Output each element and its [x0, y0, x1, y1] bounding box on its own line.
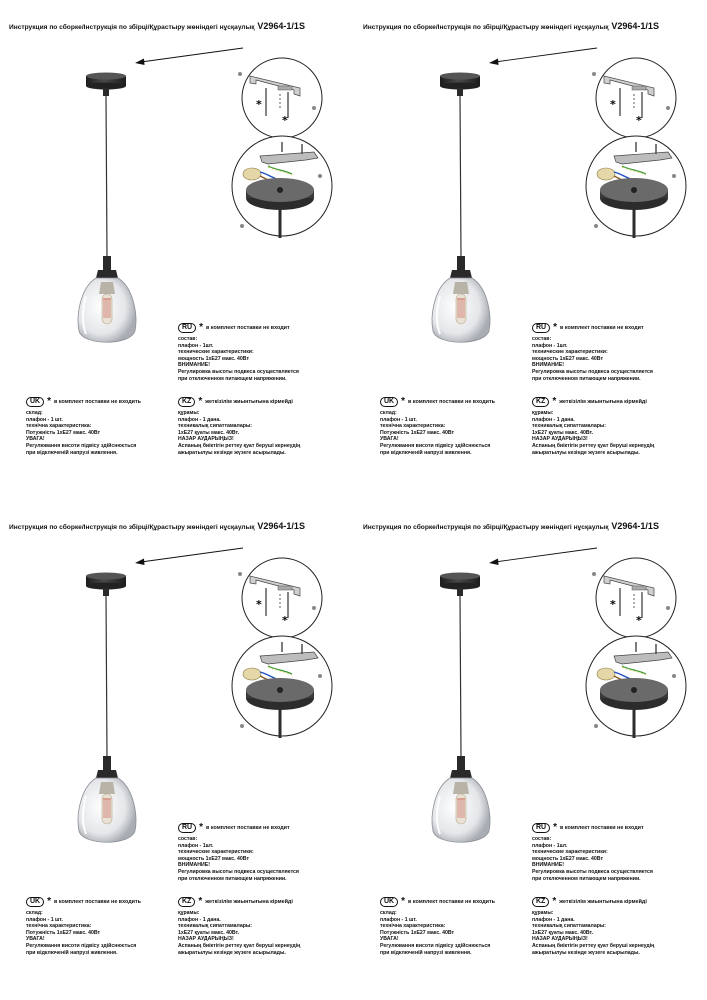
instructions-kz	[532, 397, 654, 456]
text-line: Регулировка высоты подвеса осуществляется	[178, 368, 299, 375]
instructions-uk	[380, 397, 495, 456]
ceiling-canopy	[86, 73, 126, 97]
not-included-note: в комплект поставки не входить	[408, 398, 495, 405]
lamp-socket	[450, 756, 472, 778]
bracket-circle	[238, 558, 322, 638]
text-line: состав:	[178, 836, 198, 842]
text-line: техникалық сипаттамалары:	[178, 923, 253, 930]
text-line: 1xE27 қуаты макс. 40Вт.	[532, 929, 594, 936]
ceiling-canopy	[440, 73, 480, 97]
mounting-detail-diagram	[222, 556, 342, 746]
text-line: при відключеній напрузі живлення.	[380, 949, 472, 956]
text-line: ВНИМАНИЕ!	[178, 862, 210, 869]
not-included-note: в комплект поставки не входит	[560, 324, 644, 331]
language-badge-uk: UK	[380, 397, 398, 407]
wiring-circle	[586, 136, 686, 238]
wiring-circle	[232, 136, 332, 238]
asterisk-mark-right: *	[636, 614, 642, 627]
pendant-lamp-illustration	[60, 56, 180, 356]
model-number: V2964-1/1S	[611, 21, 659, 31]
text-line: плафон - 1 дана.	[178, 916, 221, 923]
text-line: 1xE27 қуаты макс. 40Вт.	[532, 429, 594, 436]
text-line: мощность 1xE27 макс. 40Вт	[532, 355, 603, 362]
asterisk-mark-right: *	[636, 114, 642, 127]
text-line: при відключеній напрузі живлення.	[26, 949, 118, 956]
text-line: плафон - 1шт.	[178, 342, 214, 349]
text-line: құрамы:	[178, 910, 200, 916]
language-badge-kz: KZ	[178, 397, 195, 407]
text-line: при отключенном питающем напряжении.	[532, 875, 641, 882]
mounting-detail-diagram	[222, 56, 342, 246]
language-badge-kz: KZ	[532, 397, 549, 407]
text-line: Регулювання висоти підвісу здійснюється	[26, 942, 137, 949]
text-line: склад:	[26, 910, 43, 916]
text-line: при відключеній напрузі живлення.	[380, 449, 472, 456]
text-line: технические характеристики:	[178, 849, 254, 856]
text-line: НАЗАР АУДАРЫҢЫЗ!	[532, 936, 588, 943]
instructions-uk	[380, 897, 495, 956]
language-badge-uk: UK	[380, 897, 398, 907]
suspension-cable	[460, 596, 461, 756]
text-line: при отключенном питающем напряжении.	[532, 375, 641, 382]
asterisk-icon: *	[401, 396, 406, 407]
text-line: плафон - 1 дана.	[532, 916, 575, 923]
language-badge-kz: KZ	[532, 897, 549, 907]
text-line: Регулювання висоти підвісу здійснюється	[380, 942, 491, 949]
header-title: Инструкция по сборке/Інструкція по збірці/Құрастыру жөніндегі нұсқаулық	[363, 524, 609, 531]
text-line: плафон - 1шт.	[532, 842, 568, 849]
text-line: технічна характеристика:	[380, 923, 446, 930]
instruction-sheet-3	[0, 500, 353, 1000]
not-included-note: в комплект поставки не входить	[54, 898, 141, 905]
text-line: состав:	[178, 336, 198, 342]
text-line: құрамы:	[532, 910, 554, 916]
language-badge-uk: UK	[26, 897, 44, 907]
text-line: ажыратылуы кезінде жүзеге асырылады.	[532, 449, 640, 456]
text-line: ВНИМАНИЕ!	[532, 862, 564, 869]
instructions-uk	[26, 897, 141, 956]
instruction-header	[363, 521, 659, 531]
header-title: Инструкция по сборке/Інструкція по збірці/Құрастыру жөніндегі нұсқаулық	[9, 524, 255, 531]
suspension-cable	[460, 96, 461, 256]
text-line: плафон - 1 дана.	[532, 416, 575, 423]
text-line: ВНИМАНИЕ!	[178, 362, 210, 369]
header-title: Инструкция по сборке/Інструкція по збірці/Құрастыру жөніндегі нұсқаулық	[363, 24, 609, 31]
bracket-circle	[592, 58, 676, 138]
text-line: Регулировка высоты подвеса осуществляется	[532, 868, 653, 875]
asterisk-icon: *	[47, 396, 52, 407]
asterisk-icon: *	[401, 896, 406, 907]
text-line: плафон - 1 шт.	[26, 416, 63, 423]
text-line: Потужність 1xE27 макс. 40Вт	[26, 929, 101, 936]
pendant-lamp-illustration	[414, 556, 534, 856]
pendant-lamp-illustration	[414, 56, 534, 356]
text-line: технические характеристики:	[532, 349, 608, 356]
instructions-kz	[178, 897, 300, 956]
text-line: состав:	[532, 836, 552, 842]
text-line: 1xE27 қуаты макс. 40Вт.	[178, 429, 240, 436]
text-line: ажыратылуы кезінде жүзеге асырылады.	[532, 949, 640, 956]
text-line: плафон - 1 шт.	[26, 916, 63, 923]
asterisk-icon: *	[47, 896, 52, 907]
text-line: мощность 1xE27 макс. 40Вт	[178, 855, 249, 862]
language-badge-kz: KZ	[178, 897, 195, 907]
text-line: плафон - 1 шт.	[380, 916, 417, 923]
not-included-note: в комплект поставки не входить	[54, 398, 141, 405]
not-included-note: жеткізілім жиынтығына кірмейді	[559, 898, 647, 905]
text-line: технические характеристики:	[532, 849, 608, 856]
ceiling-canopy	[86, 573, 126, 597]
not-included-note: в комплект поставки не входит	[206, 324, 290, 331]
not-included-note: жеткізілім жиынтығына кірмейді	[559, 398, 647, 405]
asterisk-icon: *	[553, 822, 558, 833]
text-line: Регулировка высоты подвеса осуществляется	[532, 368, 653, 375]
text-line: мощность 1xE27 макс. 40Вт	[178, 355, 249, 362]
not-included-note: в комплект поставки не входит	[560, 824, 644, 831]
text-line: склад:	[26, 410, 43, 416]
bracket-circle	[238, 58, 322, 138]
text-line: УВАГА!	[380, 436, 399, 443]
text-line: ВНИМАНИЕ!	[532, 362, 564, 369]
asterisk-mark-right: *	[282, 114, 288, 127]
text-line: Регулировка высоты подвеса осуществляется	[178, 868, 299, 875]
model-number: V2964-1/1S	[257, 521, 305, 531]
text-line: Аспаның биіктігін реттеу қуат беруші кернеудің	[178, 442, 301, 449]
language-badge-ru: RU	[532, 823, 550, 833]
asterisk-mark-left: *	[610, 598, 616, 611]
text-line: Потужність 1xE27 макс. 40Вт	[380, 429, 455, 436]
text-line: Аспаның биіктігін реттеу қуат беруші кернеудің	[178, 942, 301, 949]
text-line: при отключенном питающем напряжении.	[178, 375, 287, 382]
text-line: техникалық сипаттамалары:	[532, 923, 607, 930]
asterisk-icon: *	[198, 896, 203, 907]
instructions-kz	[178, 397, 300, 456]
text-line: НАЗАР АУДАРЫҢЫЗ!	[178, 936, 234, 943]
text-line: техникалық сипаттамалары:	[532, 423, 607, 430]
model-number: V2964-1/1S	[257, 21, 305, 31]
instruction-header	[9, 21, 305, 31]
instructions-ru	[178, 823, 299, 882]
lamp-socket	[96, 756, 118, 778]
instruction-sheet-1	[0, 0, 353, 500]
asterisk-icon: *	[199, 322, 204, 333]
text-line: НАЗАР АУДАРЫҢЫЗ!	[178, 436, 234, 443]
instructions-ru	[532, 823, 653, 882]
text-line: НАЗАР АУДАРЫҢЫЗ!	[532, 436, 588, 443]
suspension-cable	[106, 96, 107, 256]
text-line: құрамы:	[178, 410, 200, 416]
text-line: мощность 1xE27 макс. 40Вт	[532, 855, 603, 862]
instruction-header	[9, 521, 305, 531]
text-line: 1xE27 қуаты макс. 40Вт.	[178, 929, 240, 936]
wiring-circle	[586, 636, 686, 738]
language-badge-uk: UK	[26, 397, 44, 407]
text-line: УВАГА!	[380, 936, 399, 943]
not-included-note: жеткізілім жиынтығына кірмейді	[205, 898, 293, 905]
text-line: при відключеній напрузі живлення.	[26, 449, 118, 456]
instructions-ru	[178, 323, 299, 382]
text-line: плафон - 1 шт.	[380, 416, 417, 423]
asterisk-icon: *	[198, 396, 203, 407]
asterisk-icon: *	[552, 896, 557, 907]
text-line: Потужність 1xE27 макс. 40Вт	[26, 429, 101, 436]
instruction-header	[363, 21, 659, 31]
language-badge-ru: RU	[532, 323, 550, 333]
text-line: Регулювання висоти підвісу здійснюється	[380, 442, 491, 449]
text-line: технические характеристики:	[178, 349, 254, 356]
not-included-note: в комплект поставки не входить	[408, 898, 495, 905]
text-line: плафон - 1 дана.	[178, 416, 221, 423]
text-line: Потужність 1xE27 макс. 40Вт	[380, 929, 455, 936]
text-line: плафон - 1шт.	[178, 842, 214, 849]
pendant-lamp-illustration	[60, 556, 180, 856]
asterisk-icon: *	[199, 822, 204, 833]
instruction-sheet-2	[354, 0, 707, 500]
text-line: техникалық сипаттамалары:	[178, 423, 253, 430]
instructions-kz	[532, 897, 654, 956]
text-line: ажыратылуы кезінде жүзеге асырылады.	[178, 949, 286, 956]
asterisk-mark-left: *	[610, 98, 616, 111]
text-line: технічна характеристика:	[380, 423, 446, 430]
not-included-note: жеткізілім жиынтығына кірмейді	[205, 398, 293, 405]
instructions-uk	[26, 397, 141, 456]
suspension-cable	[106, 596, 107, 756]
instruction-sheet-4	[354, 500, 707, 1000]
mounting-detail-diagram	[576, 556, 696, 746]
text-line: технічна характеристика:	[26, 423, 92, 430]
text-line: склад:	[380, 410, 397, 416]
text-line: УВАГА!	[26, 936, 45, 943]
not-included-note: в комплект поставки не входит	[206, 824, 290, 831]
text-line: ажыратылуы кезінде жүзеге асырылады.	[178, 449, 286, 456]
language-badge-ru: RU	[178, 823, 196, 833]
text-line: склад:	[380, 910, 397, 916]
wiring-circle	[232, 636, 332, 738]
text-line: плафон - 1шт.	[532, 342, 568, 349]
text-line: Аспаның биіктігін реттеу қуат беруші кернеудің	[532, 942, 655, 949]
text-line: технічна характеристика:	[26, 923, 92, 930]
text-line: при отключенном питающем напряжении.	[178, 875, 287, 882]
asterisk-mark-right: *	[282, 614, 288, 627]
text-line: құрамы:	[532, 410, 554, 416]
header-title: Инструкция по сборке/Інструкція по збірці/Құрастыру жөніндегі нұсқаулық	[9, 24, 255, 31]
ceiling-canopy	[440, 573, 480, 597]
asterisk-icon: *	[553, 322, 558, 333]
text-line: Аспаның биіктігін реттеу қуат беруші кернеудің	[532, 442, 655, 449]
text-line: состав:	[532, 336, 552, 342]
model-number: V2964-1/1S	[611, 521, 659, 531]
asterisk-mark-left: *	[256, 598, 262, 611]
asterisk-mark-left: *	[256, 98, 262, 111]
language-badge-ru: RU	[178, 323, 196, 333]
text-line: УВАГА!	[26, 436, 45, 443]
lamp-socket	[450, 256, 472, 278]
mounting-detail-diagram	[576, 56, 696, 246]
text-line: Регулювання висоти підвісу здійснюється	[26, 442, 137, 449]
bracket-circle	[592, 558, 676, 638]
asterisk-icon: *	[552, 396, 557, 407]
instructions-ru	[532, 323, 653, 382]
lamp-socket	[96, 256, 118, 278]
